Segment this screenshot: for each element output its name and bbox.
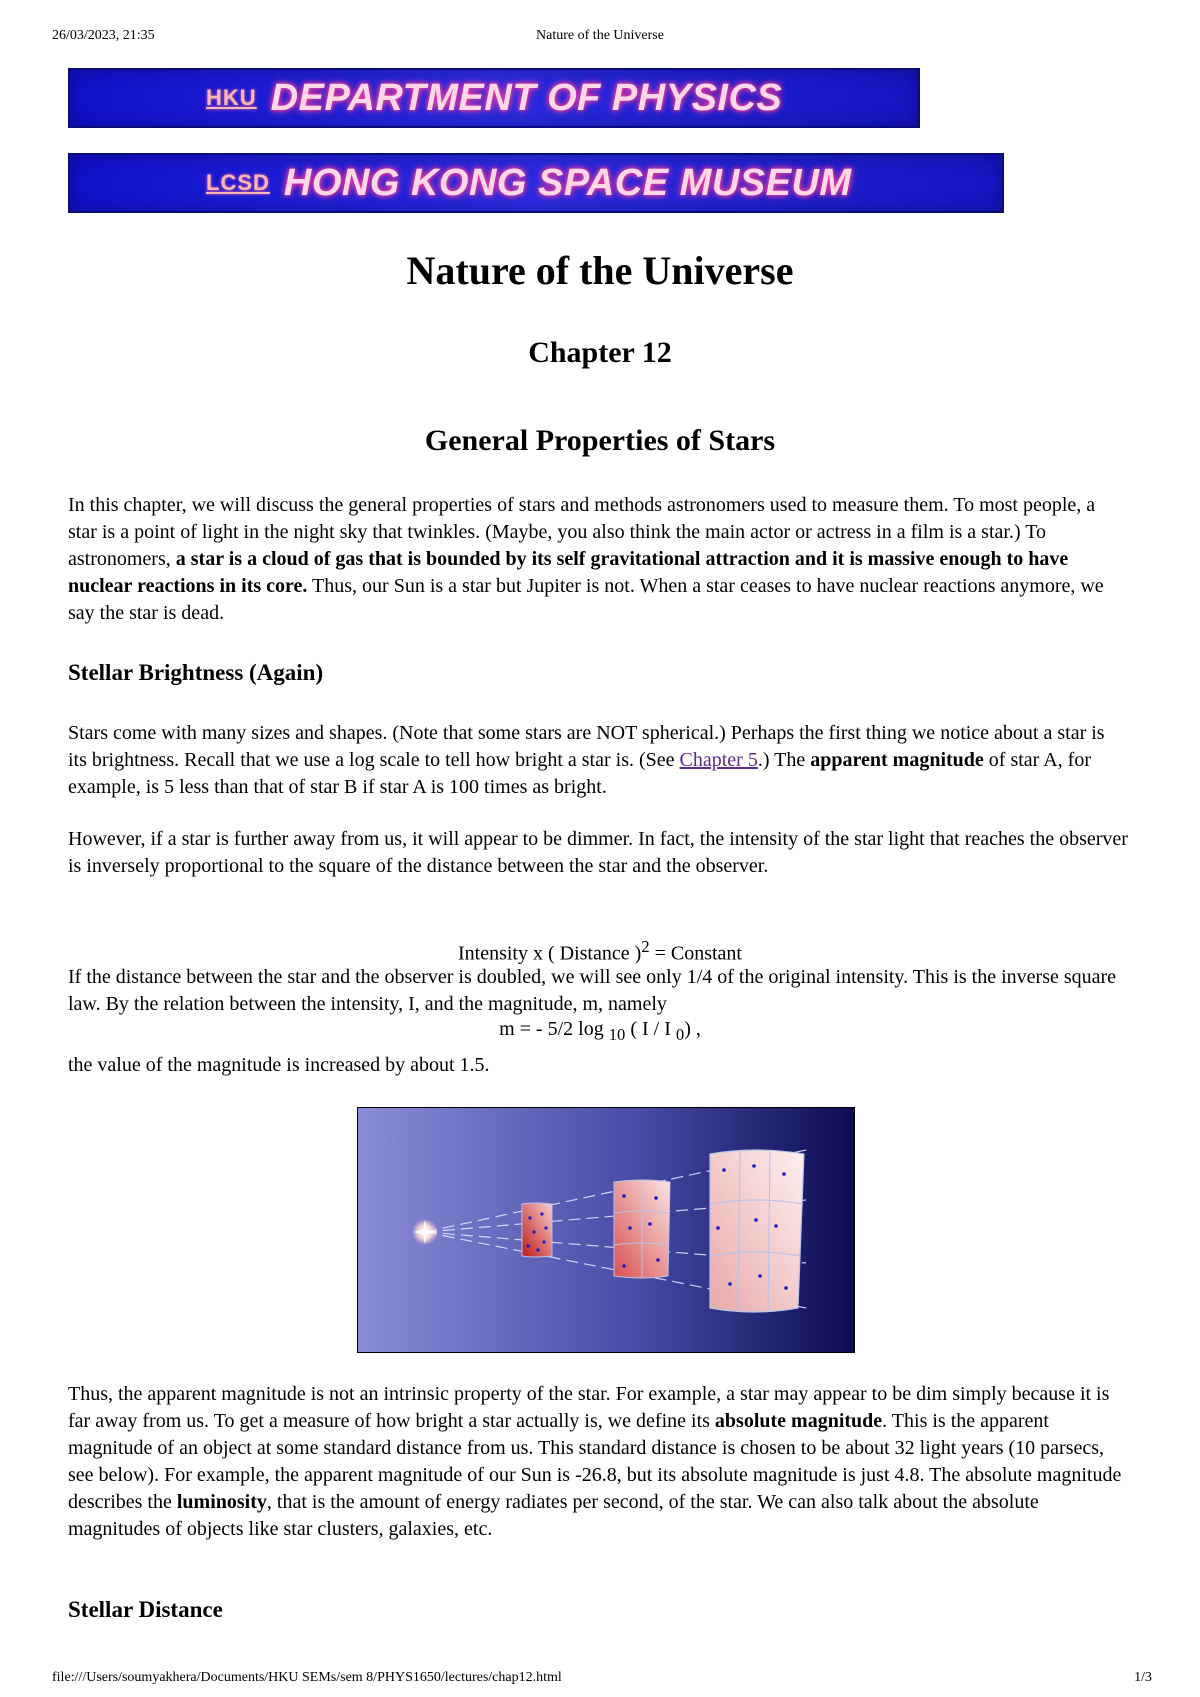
eq2-part-a: m = - 5/2 log — [499, 1018, 609, 1040]
abs-text-1: Thus, the apparent magnitude is not an intrinsic property of the star. For example, a star may appear to be dim simply because it is far away from us. To get a measure of how bright a star actually is, we define its — [68, 1383, 1110, 1432]
inverse-square-law-figure — [357, 1107, 855, 1353]
brightness-text-1: Stars come with many sizes and shapes. (Note that some stars are NOT spherical.) Perhaps the first thing we notice about a star is its brightness. Recall that we use a log scale to tell how bright a star is. (See — [68, 722, 1105, 771]
intro-text-2: Thus, our Sun is a star but Jupiter is not. When a star ceases to have nuclear reactions anymore, we say the star is dead. — [68, 575, 1104, 624]
brightness-text-2: .) The — [757, 749, 811, 771]
banner-abbr-lcsd: LCSD — [206, 170, 270, 195]
hku-physics-banner — [68, 68, 920, 128]
eq2-part-b: ( I / I — [625, 1018, 676, 1040]
chapter-5-link[interactable]: Chapter 5 — [679, 749, 758, 771]
absolute-magnitude-term: absolute magnitude — [714, 1410, 883, 1432]
banner-text-physics: DEPARTMENT OF PHYSICS — [270, 76, 783, 119]
chapter-heading: Chapter 12 — [528, 336, 672, 369]
eq2-part-c: ) , — [684, 1018, 701, 1040]
eq1-exponent: 2 — [641, 937, 650, 956]
apparent-magnitude-term: apparent magnitude — [810, 749, 984, 771]
intro-paragraph — [68, 492, 1128, 627]
abs-text-3: , that is the amount of energy radiates per second, of the star. We can also talk about the absolute magnitudes of objects like star clusters, galaxies, etc. — [68, 1491, 1039, 1540]
eq1-left: Intensity x ( Distance ) — [457, 942, 642, 965]
brightness-paragraph-1 — [68, 720, 1128, 801]
eq1-right: = Constant — [649, 942, 742, 965]
print-date: 26/03/2023, 21:35 — [52, 28, 155, 43]
brightness-paragraph-4: the value of the magnitude is increased by about 1.5. — [68, 1054, 490, 1076]
section-heading: General Properties of Stars — [424, 424, 776, 457]
distance-heading: Stellar Distance — [68, 1597, 223, 1622]
intro-text-1: In this chapter, we will discuss the general properties of stars and methods astronomers used to measure them. To most people, a star is a point of light in the night sky that twinkles. (Maybe, you also think the main actor or actress in a film is a star.) To astronomers, — [68, 494, 1096, 570]
brightness-text-3: of star A, for example, is 5 less than that of star B if star A is 100 times as bright. — [68, 749, 1091, 798]
banner-text-museum: HONG KONG SPACE MUSEUM — [283, 161, 852, 204]
banner-abbr-hku: HKU — [206, 85, 257, 110]
brightness-paragraph-2: However, if a star is further away from us, it will appear to be dimmer. In fact, the intensity of the star light that reaches the observer is inversely proportional to the square of the distance between the star and the observer. — [68, 828, 1128, 877]
page-number: 1/3 — [1134, 1670, 1152, 1685]
intensity-equation — [0, 937, 1200, 966]
absolute-magnitude-paragraph — [68, 1381, 1128, 1543]
brightness-heading: Stellar Brightness (Again) — [68, 660, 324, 685]
eq2-sub-10: 10 — [608, 1025, 626, 1044]
print-title: Nature of the Universe — [536, 28, 664, 43]
intro-bold-definition: a star is a cloud of gas that is bounded by its self gravitational attraction and it is massive enough to have nuclear reactions in its core. — [68, 548, 1069, 597]
brightness-paragraph-3: If the distance between the star and the observer is doubled, we will see only 1/4 of the original intensity. This is the inverse square law. By the relation between the intensity, I, and the magnitude, m, namely — [68, 966, 1117, 1015]
print-header — [0, 28, 1200, 48]
page-title: Nature of the Universe — [406, 248, 794, 293]
print-url: file:///Users/soumyakhera/Documents/HKU SEMs/sem 8/PHYS1650/lectures/chap12.html — [52, 1670, 562, 1685]
magnitude-equation — [0, 1018, 1200, 1045]
area-patch-far — [710, 1150, 804, 1312]
eq2-sub-0: 0 — [675, 1025, 685, 1044]
space-museum-banner — [68, 153, 1004, 213]
luminosity-term: luminosity — [176, 1491, 267, 1513]
abs-text-2: . This is the apparent magnitude of an object at some standard distance from us. This standard distance is chosen to be about 32 light years (10 parsecs, see below). For example, the apparent magnitude of our Sun is -26.8, but its absolute magnitude is just 4.8. The absolute magnitude describes the — [68, 1410, 1122, 1513]
inverse-square-illustration — [358, 1108, 854, 1352]
